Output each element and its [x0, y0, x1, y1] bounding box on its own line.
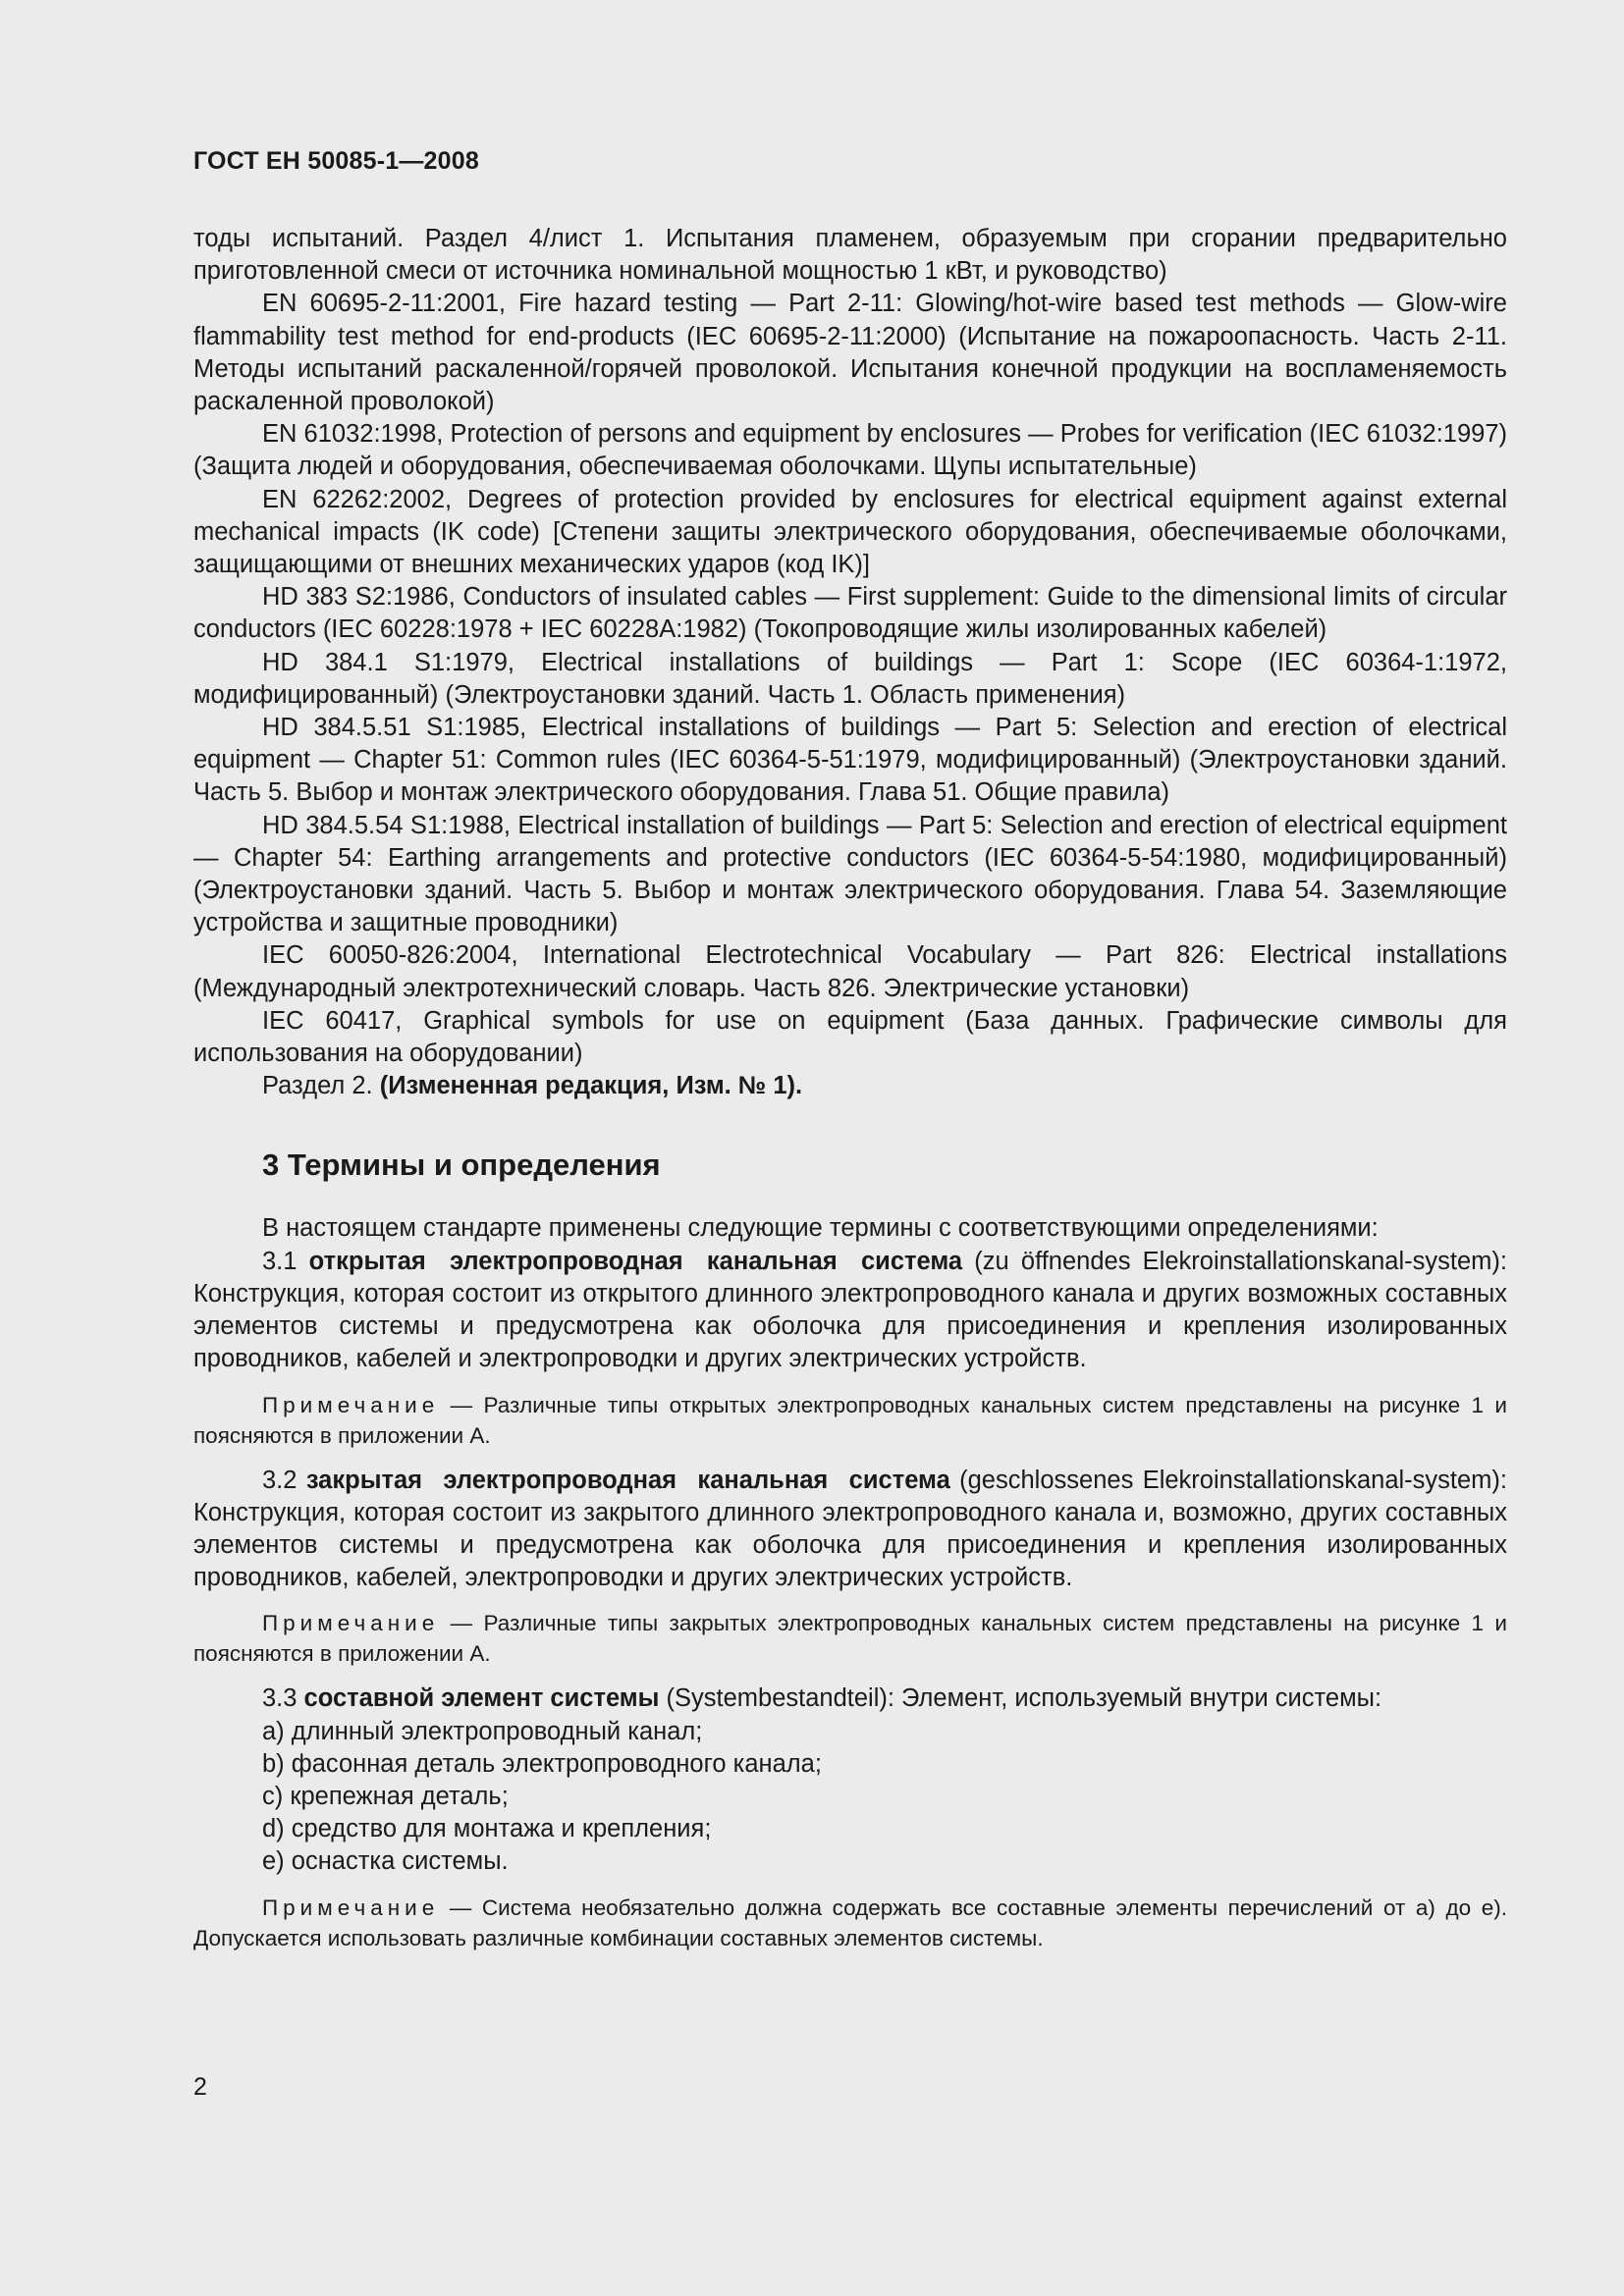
note-text: — Система необязательно должна содержать все составные элементы перечислений от а) до е). Допускается использовать различные комбинации составных элементов системы.: [193, 1895, 1507, 1950]
term-definition: (Systembestandteil): Элемент, используемый внутри системы:: [659, 1684, 1382, 1713]
term-3-3: [193, 1682, 1507, 1715]
reference-continuation: тоды испытаний. Раздел 4/лист 1. Испытания пламенем, образуемым при сгорании предварительно приготовленной смеси от источника номинальной мощностью 1 кВт, и руководство): [193, 225, 1507, 286]
reference-hd-384-5-54: HD 384.5.54 S1:1988, Electrical installation of buildings — Part 5: Selection and erection of electrical equipment — Chapter 54: Earthing arrangements and protective conductors (IEC 60364-5-54:1980, модифицированный) (Электроустановки зданий. Часть 5. Выбор и монтаж электрического оборудования. Глава 54. Заземляющие устройства и защитные проводники): [193, 811, 1507, 937]
amendment-bold: (Измененная редакция, Изм. № 1).: [379, 1072, 803, 1100]
term-definition: (zu öffnendes Elekroinstallationskanal-system): Конструкция, которая состоит из открытого длинного электропроводного канала и других возможных составных элементов системы и предусмотрена как оболочка для присоединения и крепления изолированных проводников, кабелей и электропроводки и других электрических устройств.: [193, 1247, 1507, 1373]
section-heading: 3 Термины и определения: [262, 1148, 661, 1183]
document-header: ГОСТ ЕН 50085-1—2008: [193, 147, 479, 175]
note-1: [193, 1390, 1507, 1451]
note-text: — Различные типы открытых электропроводных канальных систем представлены на рисунке 1 и поясняются в приложении А.: [193, 1392, 1507, 1448]
note-label: Примечание: [262, 1611, 440, 1636]
amendment-note: [193, 1070, 1507, 1102]
reference-iec-60417: IEC 60417, Graphical symbols for use on equipment (База данных. Графические символы для использования на оборудовании): [193, 1006, 1507, 1068]
term-definition: (geschlossenes Elekroinstallationskanal-system): Конструкция, которая состоит из закрытого длинного электропроводного канала и, возможно, других составных элементов системы и предусмотрена как оболочка для присоединения и крепления изолированных проводников, кабелей, электропроводки и других электрических устройств.: [193, 1466, 1507, 1592]
term-number: 3.3: [262, 1684, 304, 1713]
reference-hd-384-5-51: HD 384.5.51 S1:1985, Electrical installations of buildings — Part 5: Selection and erection of electrical equipment — Chapter 51: Common rules (IEC 60364-5-51:1979, модифицированный) (Электроустановки зданий. Часть 5. Выбор и монтаж электрического оборудования. Глава 51. Общие правила): [193, 714, 1507, 807]
term-3-2: [193, 1465, 1507, 1595]
reference-hd-384-1: HD 384.1 S1:1979, Electrical installations of buildings — Part 1: Scope (IEC 60364-1:1972, модифицированный) (Электроустановки зданий. Часть 1. Область применения): [193, 648, 1507, 709]
list-item: d) средство для монтажа и крепления;: [262, 1815, 712, 1843]
reference-iec-60050: IEC 60050-826:2004, International Electrotechnical Vocabulary — Part 826: Electrical installations (Международный электротехнический словарь. Часть 826. Электрические установки): [193, 941, 1507, 1002]
component-list: [193, 1716, 1507, 1879]
note-2: [193, 1608, 1507, 1669]
note-3: [193, 1893, 1507, 1953]
note-label: Примечание: [262, 1895, 440, 1920]
reference-en-60695: EN 60695-2-11:2001, Fire hazard testing — Part 2-11: Glowing/hot-wire based test methods — Glow-wire flammability test method for end-products (IEC 60695-2-11:2000) (Испытание на пожароопасность. Часть 2-11. Методы испытаний раскаленной/горячей проволокой. Испытания конечной продукции на воспламеняемость раскаленной проволокой): [193, 290, 1507, 416]
amendment-prefix: Раздел 2.: [262, 1072, 380, 1100]
term-number: 3.2: [262, 1466, 306, 1494]
page-content: [193, 223, 1507, 1967]
list-item: b) фасонная деталь электропроводного канала;: [262, 1749, 822, 1778]
note-text: — Различные типы закрытых электропроводных канальных систем представлены на рисунке 1 и поясняются в приложении А.: [193, 1611, 1507, 1667]
section-intro: В настоящем стандарте применены следующие термины с соответствующими определениями:: [262, 1214, 1379, 1243]
list-item: e) оснастка системы.: [262, 1847, 509, 1876]
term-number: 3.1: [262, 1247, 309, 1275]
term-title: открытая электропроводная канальная система: [308, 1247, 963, 1275]
page-number: 2: [193, 2073, 207, 2101]
list-item: c) крепежная деталь;: [262, 1782, 509, 1810]
reference-hd-383: HD 383 S2:1986, Conductors of insulated cables — First supplement: Guide to the dimensional limits of circular conductors (IEC 60228:1978 + IEC 60228A:1982) (Токопроводящие жилы изолированных кабелей): [193, 583, 1507, 644]
term-3-1: [193, 1246, 1507, 1376]
note-label: Примечание: [262, 1392, 440, 1417]
list-item: a) длинный электропроводный канал;: [262, 1717, 703, 1745]
reference-en-62262: EN 62262:2002, Degrees of protection provided by enclosures for electrical equipment against external mechanical impacts (IK code) [Степени защиты электрического оборудования, обеспечиваемые оболочками, защищающими от внешних механических ударов (код IK)]: [193, 485, 1507, 579]
term-title: составной элемент системы: [303, 1684, 660, 1713]
reference-en-61032: EN 61032:1998, Protection of persons and equipment by enclosures — Probes for verification (IEC 61032:1997) (Защита людей и оборудования, обеспечиваемая оболочками. Щупы испытательные): [193, 420, 1507, 481]
term-title: закрытая электропроводная канальная система: [305, 1466, 950, 1494]
